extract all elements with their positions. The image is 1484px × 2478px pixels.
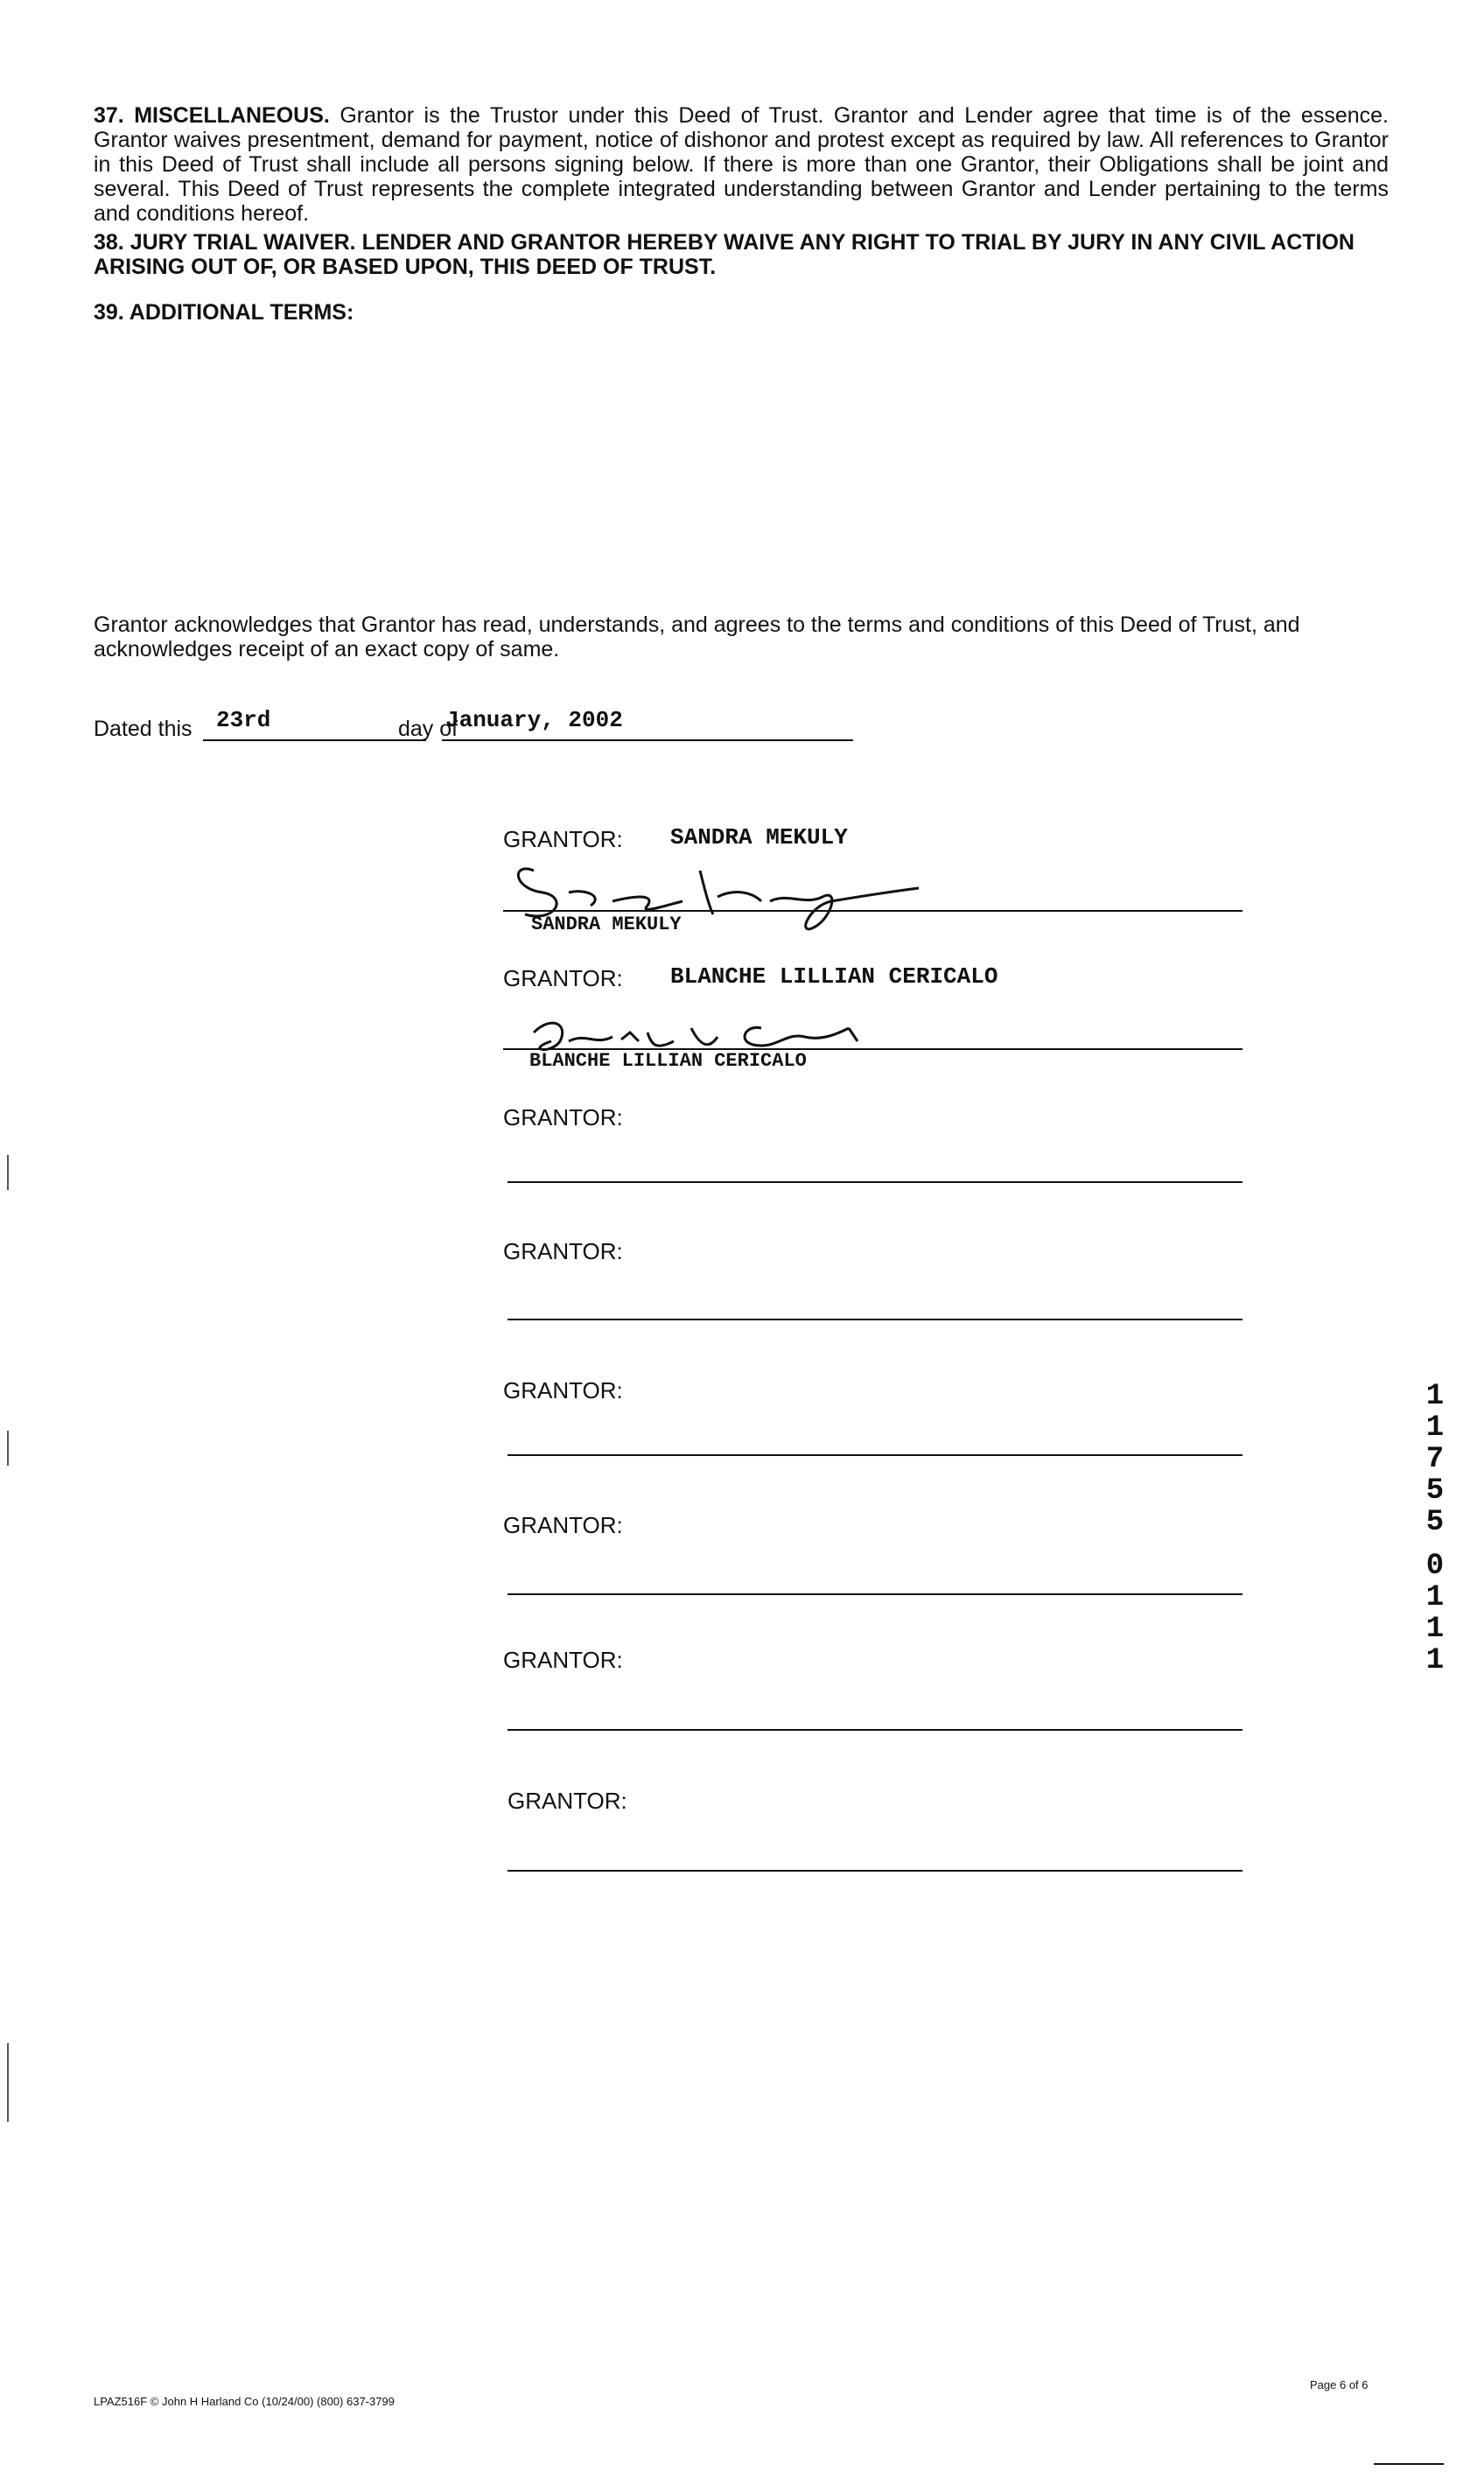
grantor-8-signature-line (508, 1870, 1242, 1872)
dated-middle: day of (398, 717, 458, 741)
grantor-1-label: GRANTOR: (503, 826, 623, 852)
section-38 (94, 230, 1389, 279)
grantor-6-label: GRANTOR: (503, 1512, 623, 1538)
section-37-heading: MISCELLANEOUS. (134, 103, 330, 128)
dated-line (94, 707, 881, 748)
grantor-7-signature-line (508, 1729, 1242, 1731)
grantor-2-name: BLANCHE LILLIAN CERICALO (670, 963, 998, 990)
dated-prefix: Dated this (94, 717, 192, 741)
grantor-5-signature-line (508, 1454, 1242, 1456)
acknowledgment-text: Grantor acknowledges that Grantor has read, understands, and agrees to the terms and conditions of this Deed of Trust, and acknowledges receipt of an exact copy of same. (94, 612, 1300, 662)
section-37 (94, 103, 1389, 226)
grantor-1-name: SANDRA MEKULY (670, 824, 848, 850)
grantor-1-signature-line (503, 910, 1242, 912)
dated-day-value: 23rd (216, 707, 271, 733)
grantor-1-signed-name: SANDRA MEKULY (531, 914, 682, 935)
grantor-6-signature-line (508, 1593, 1242, 1595)
margin-recording-stamp (1418, 1381, 1452, 1676)
stamp-digit: 5 (1425, 1506, 1445, 1539)
section-39 (94, 300, 354, 325)
grantor-5-label: GRANTOR: (503, 1377, 623, 1404)
stamp-digit: 7 (1425, 1443, 1445, 1476)
dated-day-underline (203, 739, 426, 741)
grantor-2-signed-name: BLANCHE LILLIAN CERICALO (529, 1050, 807, 1072)
scan-mark (7, 2043, 9, 2122)
section-38-text: JURY TRIAL WAIVER. LENDER AND GRANTOR HEREBY WAIVE ANY RIGHT TO TRIAL BY JURY IN ANY CIVIL ACTION ARISING OUT OF, OR BASED UPON, THIS DEED OF TRUST. (94, 230, 1354, 279)
dated-date-value: January, 2002 (445, 707, 623, 733)
grantor-8-label: GRANTOR: (508, 1788, 627, 1814)
section-37-text: Grantor is the Trustor under this Deed of Trust. Grantor and Lender agree that time is of the essence. Grantor waives presentment, demand for payment, notice of dishonor and protest except as required by law. All references to Grantor in this Deed of Trust shall include all persons signing below. If there is more than one Grantor, their Obligations shall be joint and several. This Deed of Trust represents the complete integrated understanding between Grantor and Lender pertaining to the terms and conditions hereof. (94, 103, 1389, 226)
grantor-7-label: GRANTOR: (503, 1647, 623, 1673)
stamp-digit: 1 (1425, 1613, 1445, 1646)
stamp-digit: 1 (1425, 1644, 1445, 1677)
footer-form-id: LPAZ516F © John H Harland Co (10/24/00) (800) 637-3799 (94, 2395, 395, 2408)
stamp-gap (1418, 1538, 1452, 1550)
section-38-number: 38. (94, 230, 124, 255)
scan-mark (7, 1155, 9, 1190)
footer-page-number: Page 6 of 6 (1310, 2378, 1368, 2391)
footer-corner-mark (1374, 2463, 1444, 2465)
stamp-digit: 5 (1425, 1474, 1445, 1508)
stamp-digit: 1 (1425, 1581, 1445, 1614)
grantor-4-signature-line (508, 1319, 1242, 1320)
section-39-heading: ADDITIONAL TERMS: (129, 300, 354, 325)
section-37-number: 37. (94, 103, 124, 128)
grantor-3-signature-line (508, 1181, 1242, 1183)
grantor-2-label: GRANTOR: (503, 965, 623, 991)
section-39-number: 39. (94, 300, 124, 325)
grantor-4-label: GRANTOR: (503, 1238, 623, 1264)
scan-mark (7, 1431, 9, 1466)
dated-date-underline (442, 739, 853, 741)
grantor-3-label: GRANTOR: (503, 1104, 623, 1130)
stamp-digit: 0 (1425, 1550, 1445, 1583)
stamp-digit: 1 (1425, 1380, 1445, 1413)
stamp-digit: 1 (1425, 1411, 1445, 1445)
